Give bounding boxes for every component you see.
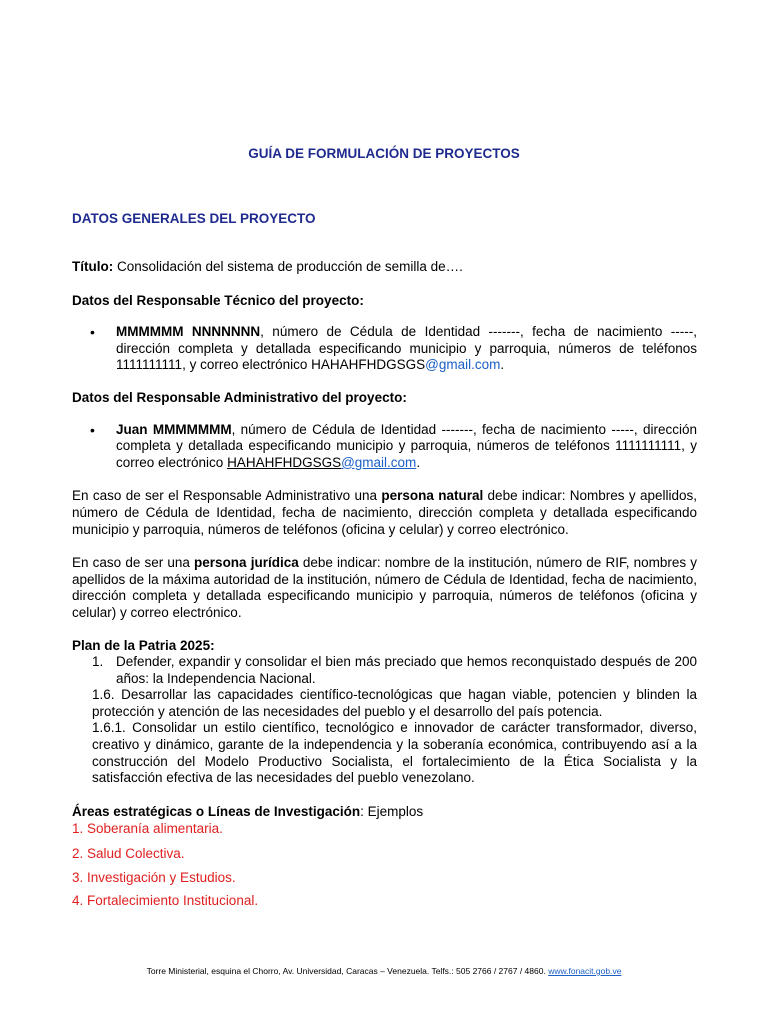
persona-natural-bold: persona natural bbox=[381, 488, 484, 504]
plan-patria-heading: Plan de la Patria 2025: bbox=[72, 637, 215, 653]
plan-sub-1-6: 1.6. Desarrollar las capacidades científico-tecnológicas que hagan viable, potencien y blinden la protección y atención de las necesidades del pueblo y el desarrollo del país potencia. bbox=[92, 687, 697, 719]
resp-admin-text: , número de Cédula de Identidad -------, fecha de nacimiento -----, dirección completa y detallada especificando municipio y parroquia, números de teléfonos 1111111111, y correo electrónico bbox=[116, 421, 697, 470]
areas-list bbox=[72, 821, 697, 909]
persona-natural-post: debe indicar: Nombres y apellidos, número de Cédula de Identidad, fecha de nacimiento, dirección completa y detallada especificando municipio y parroquia, números de teléfonos (oficina y celular) y correo electrónico. bbox=[72, 488, 697, 537]
footer-website-link[interactable]: www.fonacit.gob.ve bbox=[548, 966, 622, 976]
footer-address: Torre Ministerial, esquina el Chorro, Av. Universidad, Caracas – Venezuela. Telfs.: 505 2766 / 2767 / 4860. bbox=[146, 966, 549, 976]
titulo-value: Consolidación del sistema de producción de semilla de…. bbox=[113, 259, 463, 274]
titulo-line bbox=[72, 259, 697, 276]
document-body bbox=[72, 259, 697, 910]
titulo-label: Título: bbox=[72, 259, 114, 274]
plan-item-text: Defender, expandir y consolidar el bien más preciado que hemos reconquistado después de 200 años: la Independencia Nacional. bbox=[116, 654, 697, 686]
resp-tecnico-heading: Datos del Responsable Técnico del proyecto: bbox=[72, 292, 364, 308]
persona-natural-pre: En caso de ser el Responsable Administrativo una bbox=[72, 488, 382, 504]
resp-tecnico-name: MMMMMM NNNNNNN bbox=[116, 324, 261, 340]
resp-admin-end: . bbox=[416, 454, 421, 470]
resp-admin-email-user[interactable]: HAHAHFHDGSGS bbox=[227, 454, 342, 470]
resp-admin-name: Juan MMMMMMM bbox=[116, 421, 232, 437]
resp-admin-email-link[interactable]: @gmail.com bbox=[341, 454, 417, 470]
section-title-datos-generales: DATOS GENERALES DEL PROYECTO bbox=[72, 211, 316, 226]
plan-patria-list bbox=[72, 654, 697, 687]
resp-admin-heading: Datos del Responsable Administrativo del proyecto: bbox=[72, 389, 407, 405]
area-item: 1. Soberanía alimentaria. bbox=[72, 821, 223, 837]
document-title: GUÍA DE FORMULACIÓN DE PROYECTOS bbox=[248, 146, 520, 161]
bullet-icon: • bbox=[90, 421, 95, 438]
resp-tecnico-email-link[interactable]: @gmail.com bbox=[425, 357, 501, 373]
persona-juridica-paragraph bbox=[72, 555, 697, 621]
area-item: 2. Salud Colectiva. bbox=[72, 846, 185, 862]
areas-heading-line bbox=[72, 804, 697, 821]
bullet-icon: • bbox=[90, 324, 95, 341]
area-item: 4. Fortalecimiento Institucional. bbox=[72, 893, 259, 909]
resp-tecnico-end: . bbox=[500, 357, 505, 373]
area-item: 3. Investigación y Estudios. bbox=[72, 869, 236, 885]
areas-heading: Áreas estratégicas o Líneas de Investigación bbox=[72, 803, 361, 819]
persona-juridica-bold: persona jurídica bbox=[194, 555, 299, 571]
resp-tecnico-text: , número de Cédula de Identidad -------, fecha de nacimiento -----, dirección completa y detallada especificando municipio y parroquia, números de teléfonos 1111111111, y correo electrónico HAHAHFHDGSGS bbox=[116, 324, 697, 373]
resp-admin-item bbox=[72, 422, 697, 472]
persona-juridica-pre: En caso de ser una bbox=[72, 555, 195, 571]
areas-suffix: : Ejemplos bbox=[360, 803, 424, 819]
resp-tecnico-item bbox=[72, 324, 697, 374]
persona-natural-paragraph bbox=[72, 488, 697, 538]
persona-juridica-post: debe indicar: nombre de la institución, número de RIF, nombres y apellidos de la máxima autoridad de la institución, número de Cédula de Identidad, fecha de nacimiento, dirección completa y detallada especificando municipio y parroquia, números de teléfonos (oficina y celular) y correo electrónico. bbox=[72, 555, 698, 620]
plan-item-number: 1. bbox=[92, 654, 104, 670]
resp-tecnico-list bbox=[72, 324, 697, 374]
plan-patria-item bbox=[72, 654, 697, 687]
plan-sub-1-6-1: 1.6.1. Consolidar un estilo científico, tecnológico e innovador de carácter transformador, diverso, creativo y dinámico, garante de la independencia y la soberanía económica, contribuyendo así a la construcción del Modelo Productivo Socialista, el fortalecimiento de la Ética Socialista y la satisfacción efectiva de las necesidades del pueblo venezolano. bbox=[92, 720, 697, 786]
page-footer bbox=[0, 966, 768, 976]
resp-admin-list bbox=[72, 422, 697, 472]
